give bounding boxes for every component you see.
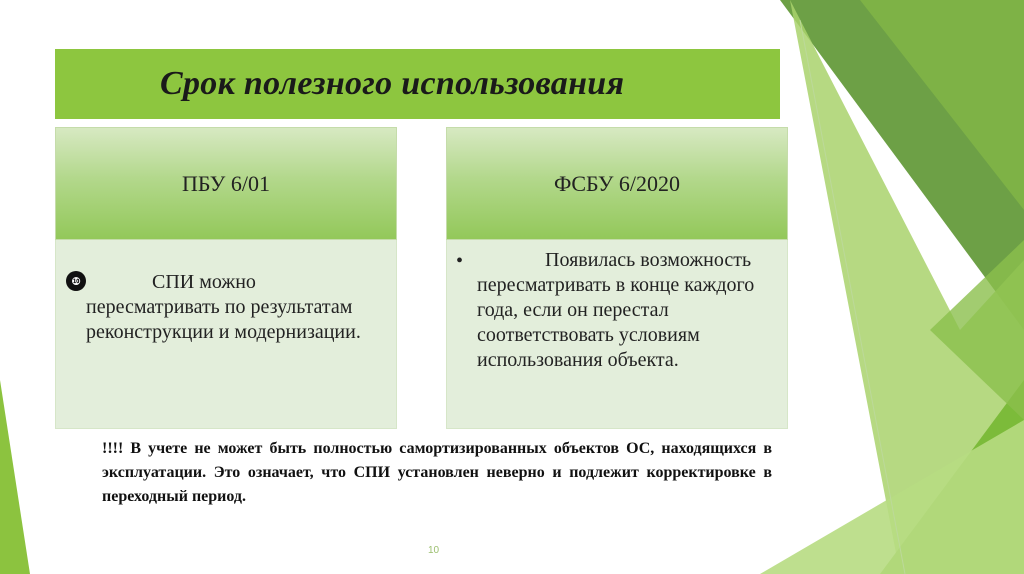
- card-body: [55, 240, 397, 429]
- card-fsbu: [446, 127, 788, 429]
- deco-shape-left: [0, 380, 30, 574]
- page-title: Срок полезного использования: [160, 65, 625, 102]
- card-text: СПИ можно пересматривать по результатам реконструкции и модернизации.: [86, 271, 361, 343]
- number-10-circle-icon: ❿: [66, 271, 86, 291]
- card-header: ФСБУ 6/2020: [446, 127, 788, 240]
- warning-note: !!!! В учете не может быть полностью самортизированных объектов ОС, находящихся в эксплуатации. Это означает, что СПИ установлен неверно и подлежит корректировке в переходный период.: [102, 440, 772, 505]
- card-body: [446, 240, 788, 429]
- title-bar: [55, 49, 780, 119]
- card-pbu: [55, 127, 397, 429]
- page-number: 10: [428, 545, 440, 556]
- card-header: ПБУ 6/01: [55, 127, 397, 240]
- bullet-icon: •: [456, 250, 464, 272]
- card-text: Появилась возможность пересматривать в конце каждого года, если он перестал соответствовать условиям использования объекта.: [477, 249, 755, 371]
